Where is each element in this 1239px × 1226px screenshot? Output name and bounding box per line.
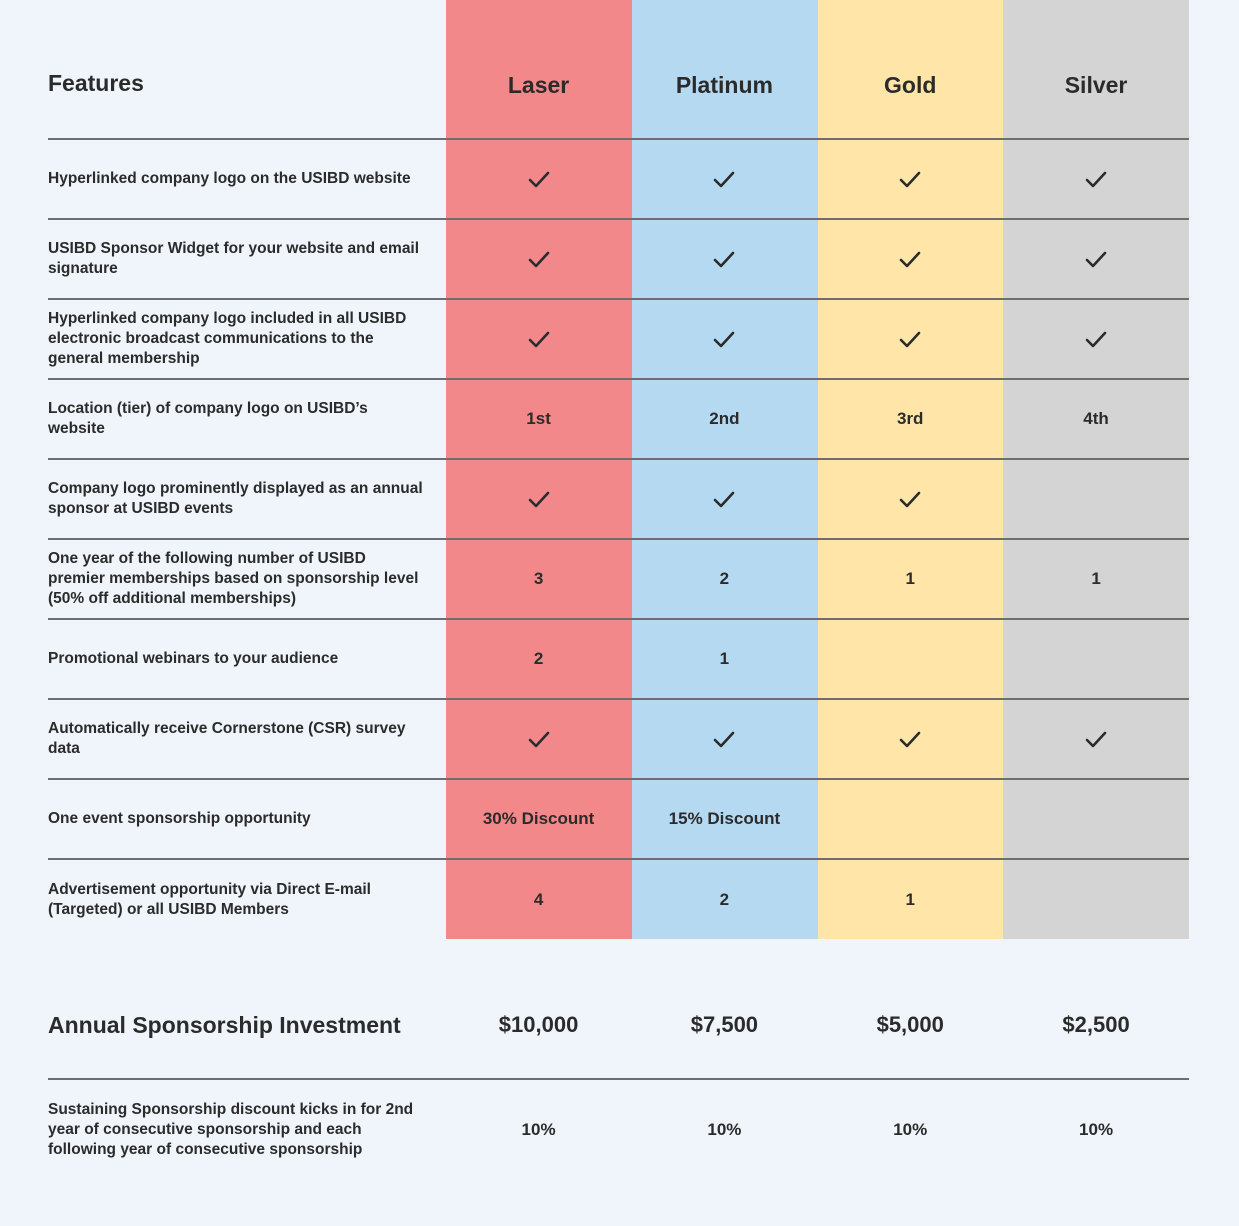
feature-value-silver: 1: [1091, 569, 1101, 588]
table-row: [48, 460, 1189, 540]
checkmark-icon: [1003, 329, 1189, 349]
sustaining-value-gold: 10%: [893, 1120, 928, 1139]
sustaining-value-silver: 10%: [1079, 1120, 1114, 1139]
investment-value-gold: $5,000: [876, 1012, 944, 1037]
checkmark-icon: [446, 489, 632, 509]
feature-value-platinum: 2nd: [709, 409, 740, 428]
investment-table: [48, 972, 1189, 1180]
feature-value-laser: 4: [533, 890, 544, 909]
feature-value-platinum: 1: [719, 649, 730, 668]
feature-value-laser: 3: [533, 569, 544, 588]
investment-label: Annual Sponsorship Investment: [48, 1012, 401, 1038]
checkmark-icon: [817, 489, 1003, 509]
feature-value-silver: 4th: [1083, 409, 1109, 428]
sustaining-label: Sustaining Sponsorship discount kicks in for 2nd year of consecutive sponsorship and each following year of consecutive sponsorship: [48, 1101, 414, 1158]
investment-value-silver: $2,500: [1062, 1012, 1130, 1037]
feature-label: Advertisement opportunity via Direct E-mail (Targeted) or all USIBD Members: [48, 881, 371, 918]
feature-value-gold: 3rd: [896, 409, 924, 428]
table-row: [48, 540, 1189, 620]
investment-value-laser: $10,000: [498, 1012, 579, 1037]
feature-value-platinum: 15% Discount: [668, 809, 781, 828]
feature-label: USIBD Sponsor Widget for your website and email signature: [48, 240, 420, 277]
feature-label: Location (tier) of company logo on USIBD’s website: [48, 400, 368, 437]
table-row: [48, 780, 1189, 860]
table-row: [48, 220, 1189, 300]
checkmark-icon: [446, 169, 632, 189]
checkmark-icon: [446, 729, 632, 749]
table-row: [48, 380, 1189, 460]
checkmark-icon: [817, 729, 1003, 749]
tier-heading-laser: Laser: [507, 71, 570, 98]
feature-value-platinum: 2: [719, 890, 730, 909]
checkmark-icon: [631, 329, 817, 349]
sustaining-row: [48, 1080, 1189, 1180]
feature-value-platinum: 2: [719, 569, 730, 588]
feature-value-laser: 30% Discount: [482, 809, 595, 828]
investment-value-platinum: $7,500: [690, 1012, 759, 1037]
table-row: [48, 300, 1189, 380]
checkmark-icon: [631, 489, 817, 509]
feature-value-laser: 2: [533, 649, 544, 668]
checkmark-icon: [446, 249, 632, 269]
checkmark-icon: [631, 169, 817, 189]
table-row: [48, 620, 1189, 700]
table-row: [48, 860, 1189, 940]
feature-label: One year of the following number of USIBD premier memberships based on sponsorship level (50% off additional memberships): [48, 550, 419, 607]
checkmark-icon: [631, 249, 817, 269]
checkmark-icon: [1003, 249, 1189, 269]
feature-label: Company logo prominently displayed as an annual sponsor at USIBD events: [48, 480, 423, 517]
tier-heading-platinum: Platinum: [675, 71, 773, 98]
checkmark-icon: [446, 329, 632, 349]
checkmark-icon: [817, 329, 1003, 349]
investment-row: [48, 972, 1189, 1080]
checkmark-icon: [631, 729, 817, 749]
table-row: [48, 140, 1189, 220]
checkmark-icon: [1003, 169, 1189, 189]
table-row: [48, 700, 1189, 780]
checkmark-icon: [1003, 729, 1189, 749]
table-header-row: [48, 0, 1189, 140]
feature-label: One event sponsorship opportunity: [48, 810, 311, 827]
feature-label: Hyperlinked company logo included in all USIBD electronic broadcast communications to the general membership: [48, 310, 407, 367]
feature-value-gold: 1: [905, 569, 915, 588]
checkmark-icon: [817, 249, 1003, 269]
tier-heading-gold: Gold: [884, 71, 937, 98]
sustaining-value-platinum: 10%: [707, 1120, 742, 1139]
feature-value-laser: 1st: [526, 409, 551, 428]
feature-label: Automatically receive Cornerstone (CSR) survey data: [48, 720, 406, 757]
checkmark-icon: [817, 169, 1003, 189]
feature-value-gold: 1: [905, 890, 915, 909]
tier-heading-silver: Silver: [1064, 71, 1128, 98]
sustaining-value-laser: 10%: [521, 1120, 556, 1139]
feature-label: Promotional webinars to your audience: [48, 650, 339, 667]
features-heading: Features: [48, 70, 144, 96]
features-table: [48, 0, 1189, 940]
feature-label: Hyperlinked company logo on the USIBD website: [48, 170, 411, 187]
